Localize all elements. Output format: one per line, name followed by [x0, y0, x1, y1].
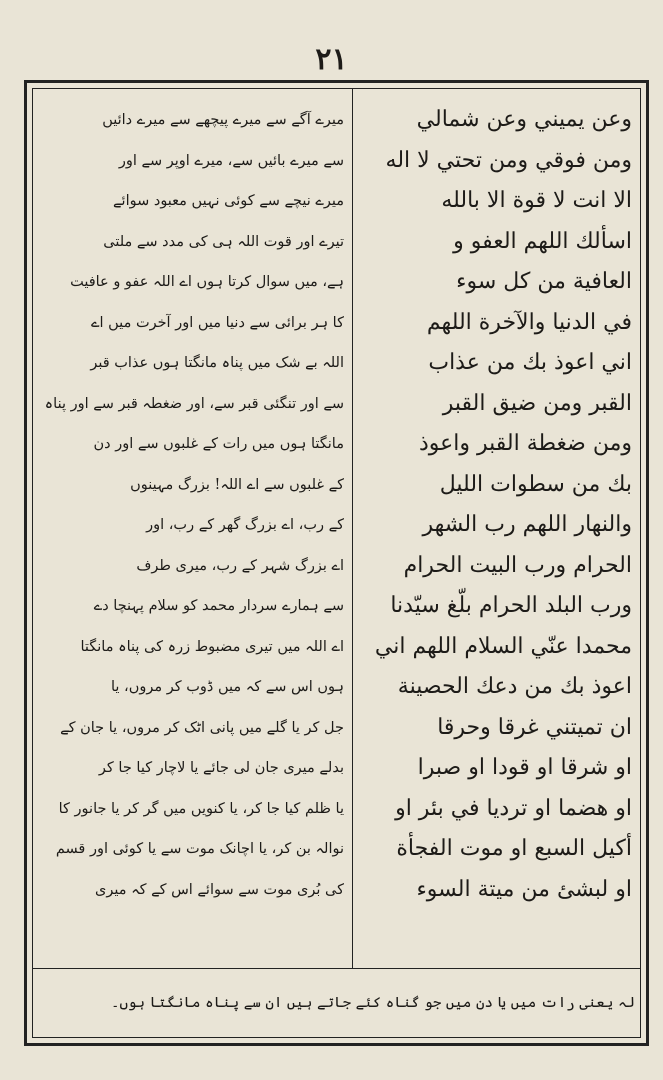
arabic-line: ورب البلد الحرام بلّغ سيّدنا [390, 593, 632, 618]
urdu-line: سے اور تنگئی قبر سے، اور ضغطہ قبر سے اور پناہ [44, 395, 344, 412]
urdu-line: کے رب، اے بزرگ گھر کے رب، اور [146, 517, 344, 533]
arabic-line: ومن فوقي ومن تحتي لا اله [385, 147, 632, 173]
urdu-line: میرے نیچے سے کوئی نہیں معبود سوائے [113, 193, 344, 209]
urdu-line: کے غلبوں سے اے اللہ! بزرگ مہینوں [130, 476, 344, 493]
arabic-line: وعن يميني وعن شمالي [416, 107, 632, 132]
urdu-line: نوالہ بن کر، یا اچانک موت سے یا کوئی اور قسم [55, 841, 344, 857]
arabic-line: ان تميتني غرقا وحرقا [437, 714, 632, 740]
urdu-translation-column [42, 100, 344, 910]
urdu-line: ہے، میں سوال کرتا ہوں اے اللہ عفو و عافیت [70, 274, 344, 290]
arabic-text-column [360, 100, 632, 910]
urdu-line: سے ہمارے سردار محمد کو سلام پہنچا دے [93, 598, 344, 614]
arabic-line: اني اعوذ بك من عذاب [428, 350, 632, 375]
arabic-line: اسألك اللهم العفو و [453, 228, 632, 254]
urdu-line: ہوں اس سے کہ میں ڈوب کر مروں، یا [110, 679, 344, 695]
urdu-line: جل کر یا گلے میں پانی اٹک کر مروں، یا جان کے [60, 719, 344, 736]
arabic-line: والنهار اللهم رب الشهر [422, 512, 632, 537]
urdu-line: اے بزرگ شہر کے رب، میری طرف [136, 557, 344, 574]
footnote-divider [32, 968, 641, 969]
arabic-line: الا انت لا قوة الا بالله [441, 188, 632, 213]
urdu-line: سے میرے بائیں سے، میرے اوپر سے اور [118, 152, 344, 169]
urdu-line: میرے آگے سے میرے پیچھے سے میرے دائیں [102, 112, 344, 128]
urdu-line: تیرے اور قوت اللہ ہی کی مدد سے ملتی [103, 233, 344, 250]
urdu-line: یا ظلم کیا جا کر، یا کنویں میں گر کر یا جانور کا [58, 800, 344, 817]
arabic-line: في الدنيا والآخرة اللهم [426, 309, 632, 335]
arabic-line: بك من سطوات الليل [439, 471, 632, 497]
urdu-line: اللہ بے شک میں پناہ مانگتا ہوں عذاب قبر [90, 355, 344, 371]
urdu-line: کی بُری موت سے سوائے اس کے کہ میری [94, 881, 344, 898]
urdu-line: اے اللہ میں تیری مضبوط زرہ کی پناہ مانگتا [80, 638, 344, 655]
arabic-line: ومن ضغطة القبر واعوذ [418, 431, 632, 456]
footnote: لہ یعنی رات میں یا دن میں جو گناہ کئے جاتے ہیں ان سے پناہ مانگتا ہوں۔ [110, 995, 635, 1011]
urdu-line: مانگتا ہوں میں رات کے غلبوں سے اور دن [93, 436, 344, 452]
arabic-line: القبر ومن ضيق القبر [442, 390, 632, 416]
arabic-line: اعوذ بك من دعك الحصينة [397, 674, 632, 699]
arabic-line: الحرام ورب البيت الحرام [403, 552, 632, 578]
arabic-line: او هضما او ترديا في بئر او [395, 795, 632, 821]
urdu-line: کا ہر برائی سے دنیا میں اور آخرت میں اے [91, 314, 344, 331]
arabic-line: العافية من كل سوء [456, 269, 632, 294]
page-number: ٢١ [315, 42, 348, 77]
arabic-line: او شرقا او قودا او صبرا [417, 755, 632, 780]
arabic-line: محمدا عنّي السلام اللهم اني [374, 633, 632, 659]
arabic-line: او لبشئ من ميتة السوء [416, 876, 632, 902]
column-divider [352, 88, 353, 968]
arabic-line: أكيل السبع او موت الفجأة [396, 836, 632, 861]
urdu-line: بدلے میری جان لی جائے یا لاچار کیا جا کر [98, 760, 344, 776]
